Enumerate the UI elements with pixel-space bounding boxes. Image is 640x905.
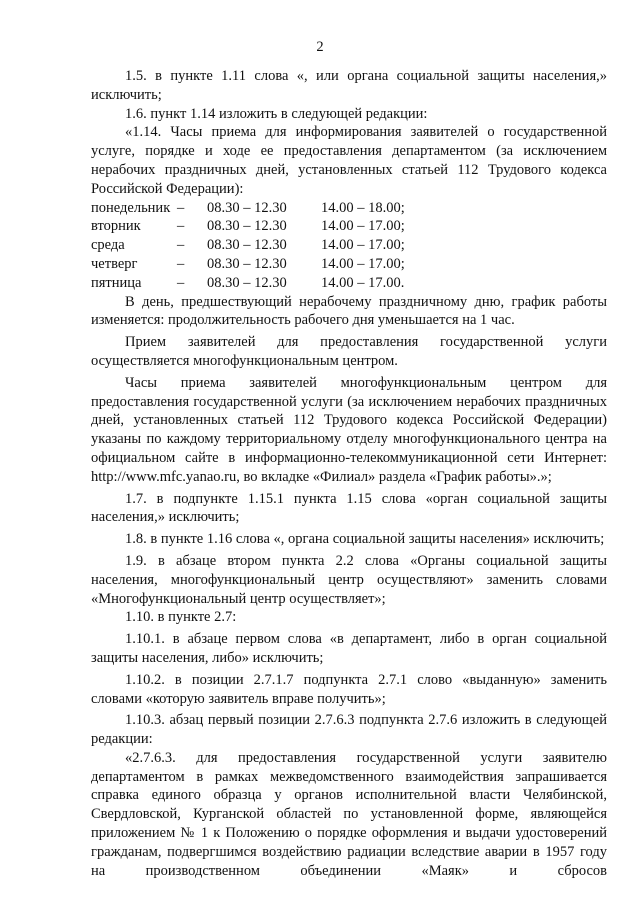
document-body	[91, 67, 607, 880]
paragraph-mfc-hours: Часы приема заявителей многофункциональным центром для предоставления государственной услуги (за исключением нерабочих праздничных дней, установленных статьей 112 Трудового кодекса Российской Федерации) указаны по каждому территориальному отделу многофункционального центра на официальном сайте в информационно-телекоммуникационной сети Интернет: http://www.mfc.yanao.ru, во вкладке «Филиал» раздела «График работы».»;	[91, 374, 607, 485]
schedule-day: понедельник	[91, 199, 171, 216]
paragraph-2-7-6-3: «2.7.6.3. для предоставления государственной услуги заявителю департаментом в рамках межведомственного взаимодействия запрашивается справка единого образца у органов исполнительной власти Челябинской, Свердловской, Курганской областей по установленной форме, являющейся приложением № 1 к Положению о порядке оформления и выдачи удостоверений гражданам, подвергшимся воздействию радиации вследствие аварии в 1957 году на производственном объединении «Маяк» и сбросов	[91, 749, 607, 879]
paragraph-1-9: 1.9. в абзаце втором пункта 2.2 слова «Органы социальной защиты населения, многофункциональный центр осуществляют» заменить словами «Многофункциональный центр осуществляет»;	[91, 552, 607, 607]
schedule-morning: 08.30 – 12.30	[207, 199, 287, 216]
page-number: 2	[316, 39, 324, 55]
schedule-morning: 08.30 – 12.30	[207, 255, 287, 272]
schedule-dash: –	[177, 274, 185, 291]
paragraph-1-6: 1.6. пункт 1.14 изложить в следующей редакции:	[125, 105, 428, 122]
paragraph-1-10: 1.10. в пункте 2.7:	[125, 609, 237, 626]
schedule-dash: –	[177, 237, 185, 254]
schedule-day: пятница	[91, 274, 142, 291]
paragraph-1-8: 1.8. в пункте 1.16 слова «, органа социальной защиты населения» исключить;	[125, 531, 605, 548]
schedule-day: вторник	[91, 218, 141, 235]
paragraph-1-10-2: 1.10.2. в позиции 2.7.1.7 подпункта 2.7.1 слово «выданную» заменить словами «которую заявитель вправе получить»;	[91, 671, 607, 707]
paragraph-1-7: 1.7. в подпункте 1.15.1 пункта 1.15 слова «орган социальной защиты населения,» исключить;	[91, 490, 607, 526]
schedule-day: среда	[91, 237, 125, 254]
paragraph-mfc-reception: Прием заявителей для предоставления государственной услуги осуществляется многофункциональным центром.	[91, 334, 607, 369]
schedule-day: четверг	[91, 255, 138, 272]
schedule-afternoon: 14.00 – 17.00;	[321, 218, 405, 235]
schedule-row	[91, 217, 405, 236]
schedule-dash: –	[177, 218, 185, 235]
schedule-table	[91, 199, 405, 293]
schedule-row	[91, 236, 405, 255]
schedule-dash: –	[177, 255, 185, 272]
schedule-morning: 08.30 – 12.30	[207, 237, 287, 254]
schedule-dash: –	[177, 199, 185, 216]
paragraph-1-10-3: 1.10.3. абзац первый позиции 2.7.6.3 подпункта 2.7.6 изложить в следующей редакции:	[91, 712, 607, 748]
schedule-row	[91, 199, 405, 218]
schedule-afternoon: 14.00 – 18.00;	[321, 199, 405, 216]
schedule-afternoon: 14.00 – 17.00.	[321, 274, 405, 291]
schedule-afternoon: 14.00 – 17.00;	[321, 255, 405, 272]
paragraph-holiday-note: В день, предшествующий нерабочему праздничному дню, график работы изменяется: продолжительность рабочего дня уменьшается на 1 час.	[91, 293, 607, 329]
paragraph-1-10-1: 1.10.1. в абзаце первом слова «в департамент, либо в орган социальной защиты населения, либо» исключить;	[91, 631, 607, 666]
paragraph-1-5: 1.5. в пункте 1.11 слова «, или органа социальной защиты населения,» исключить;	[91, 68, 607, 103]
schedule-row	[91, 255, 405, 274]
schedule-row	[91, 274, 405, 293]
paragraph-1-14-intro: «1.14. Часы приема для информирования заявителей о государственной услуге, порядке и ходе ее предоставления департаментом (за исключением нерабочих праздничных дней, установленных статьей 112 Трудового кодекса Российской Федерации):	[91, 124, 607, 197]
schedule-morning: 08.30 – 12.30	[207, 274, 287, 291]
schedule-afternoon: 14.00 – 17.00;	[321, 237, 405, 254]
schedule-morning: 08.30 – 12.30	[207, 218, 287, 235]
